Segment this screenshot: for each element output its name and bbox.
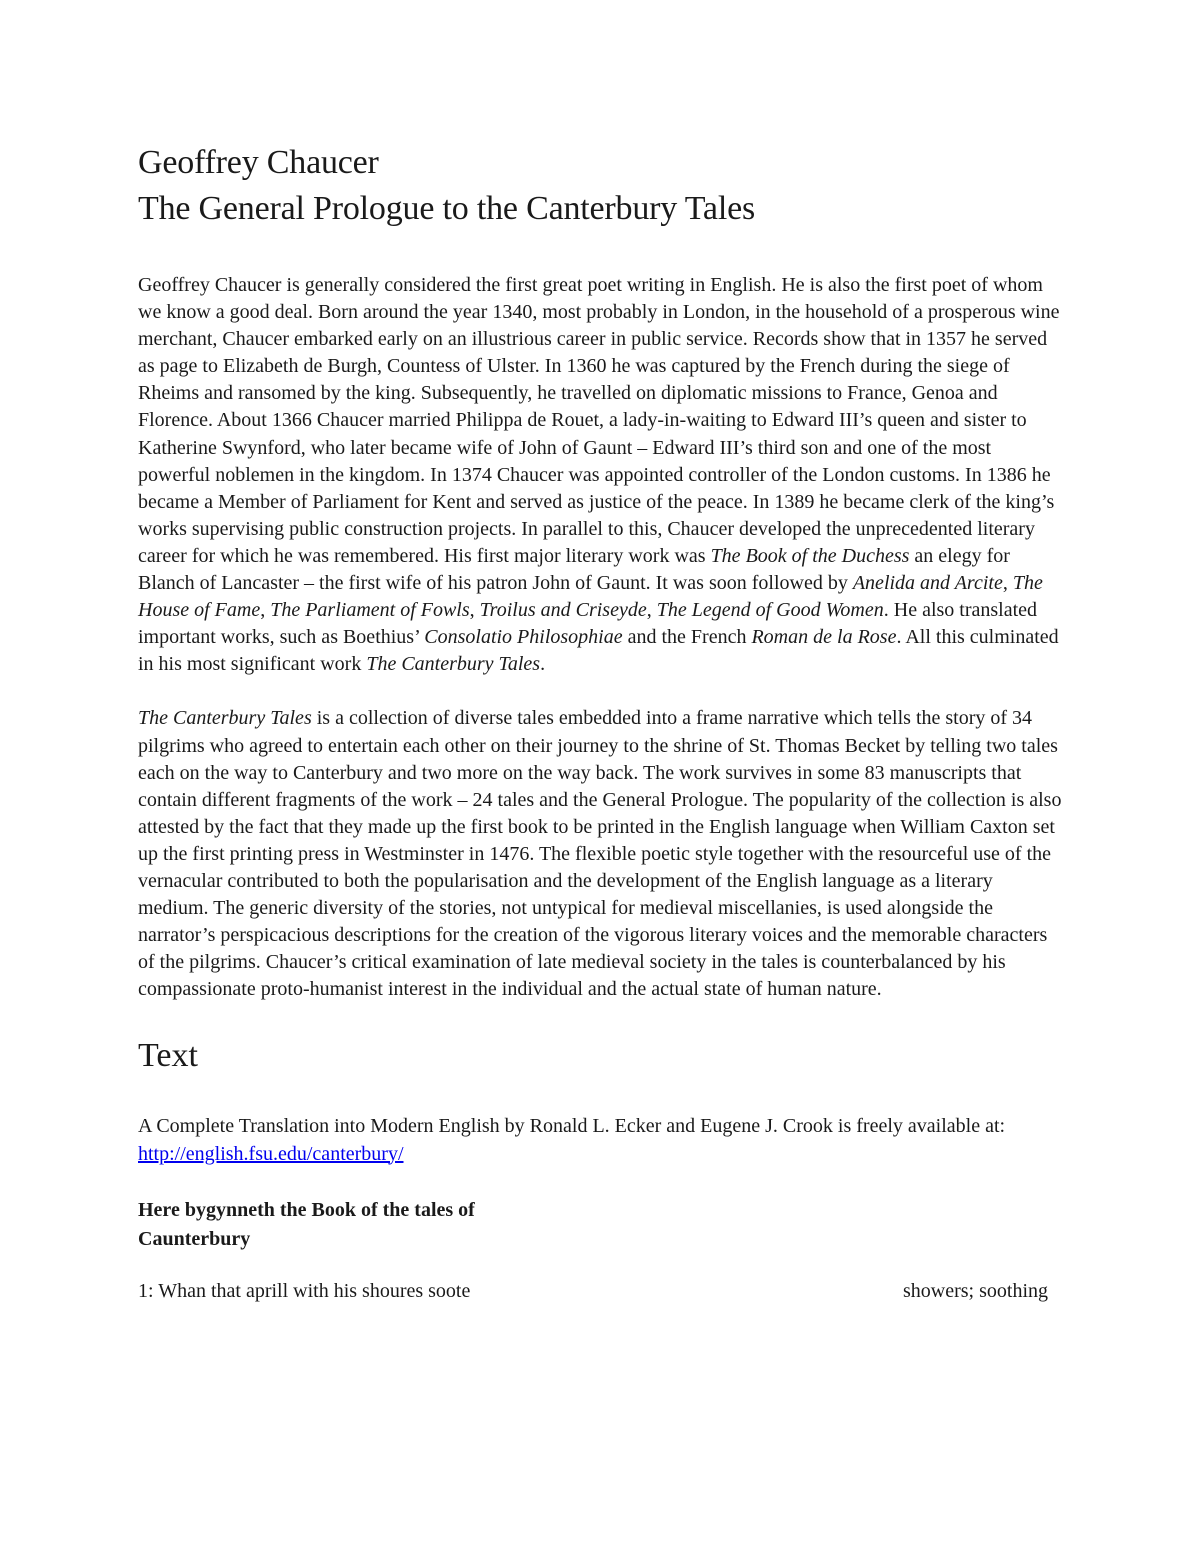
text-segment: is a collection of diverse tales embedded into a frame narrative which tells the story of 34 pilgrims who agreed to entertain each other on their journey to the shrine of St. Thomas Becket by telling two tales each on the way to Canterbury and two more on the way back. The work survives in some 83 manuscripts that contain different fragments of the work – 24 tales and the General Prologue. The popularity of the collection is also attested by the fact that they made up the first book to be printed in the English language when William Caxton set up the first printing press in Westminster in 1476. The flexible poetic style together with the resourceful use of the vernacular contributed to both the popularisation and the development of the English language as a literary medium. The generic diversity of the stories, not untypical for medieval miscellanies, is used alongside the narrator’s perspicacious descriptions for the creation of the vigorous literary voices and the memorable characters of the pilgrims. Chaucer’s critical examination of late medieval society in the tales is counterbalanced by his compassionate proto-humanist interest in the individual and the actual state of human nature. [138,707,1062,1001]
tale-heading: Here bygynneth the Book of the tales of Caunterbury [138,1198,475,1250]
verse-gloss: showers; soothing [903,1279,1048,1302]
italic-title-segment: The Canterbury Tales [138,707,312,730]
text-segment: , [260,599,271,622]
intro-paragraph-1 [138,272,1063,678]
text-segment: . All this culminated in his most significant work [138,626,1059,676]
verse-line [138,1278,1048,1305]
text-segment: , [1002,572,1013,595]
text-segment: , [646,599,657,622]
verse-text: 1: Whan that aprill with his shoures soote [138,1279,471,1302]
italic-title-segment: Roman de la Rose [751,626,897,649]
italic-title-segment: Anelida and Arcite [852,572,1003,595]
author-name: Geoffrey Chaucer [138,144,379,181]
intro-paragraph-2 [138,705,1063,1003]
text-segment: and the French [622,626,752,649]
italic-title-segment: Troilus and Criseyde [479,599,647,622]
translation-note [138,1113,1063,1167]
translation-link[interactable]: http://english.fsu.edu/canterbury/ [138,1142,404,1165]
text-segment: . [540,653,546,676]
document-page [138,140,1063,1305]
italic-title-segment: The Legend of Good Women [656,599,884,622]
italic-title-segment: The House of Fame [138,572,1043,622]
text-segment: an elegy for Blanch of Lancaster – the first wife of his patron John of Gaunt. It was soon followed by [138,544,1010,595]
italic-title-segment: Consolatio Philosophiae [424,626,623,649]
text-segment: . He also translated important works, such as Boethius’ [138,599,1038,649]
text-segment: Geoffrey Chaucer is generally considered the first great poet writing in English. He is also the first poet of whom we know a good deal. Born around the year 1340, most probably in London, in the household of a prosperous wine merchant, Chaucer embarked early on an illustrious career in public service. Records show that in 1357 he served as page to Elizabeth de Burgh, Countess of Ulster. In 1360 he was captured by the French during the siege of Rheims and ransomed by the king. Subsequently, he travelled on diplomatic missions to France, Genoa and Florence. About 1366 Chaucer married Philippa de Rouet, a lady-in-waiting to Edward III’s queen and sister to Katherine Swynford, who later became wife of John of Gaunt – Edward III’s third son and one of the most powerful noblemen in the kingdom. In 1374 Chaucer was appointed controller of the London customs. In 1386 he became a Member of Parliament for Kent and served as justice of the peace. In 1389 he became clerk of the king’s works supervising public construction projects. In parallel to this, Chaucer developed the unprecedented literary career for which he was remembered. His first major literary work was [138,274,1060,567]
translation-note-text: A Complete Translation into Modern English by Ronald L. Ecker and Eugene J. Crook is freely available at: [138,1115,1006,1138]
document-title [138,140,1063,232]
italic-title-segment: The Parliament of Fowls [270,599,470,622]
italic-title-segment: The Book of the Duchess [710,544,910,567]
text-section-heading: Text [138,1037,198,1075]
italic-title-segment: The Canterbury Tales [366,653,541,676]
text-segment: , [469,599,480,622]
work-title: The General Prologue to the Canterbury Tales [138,190,755,227]
